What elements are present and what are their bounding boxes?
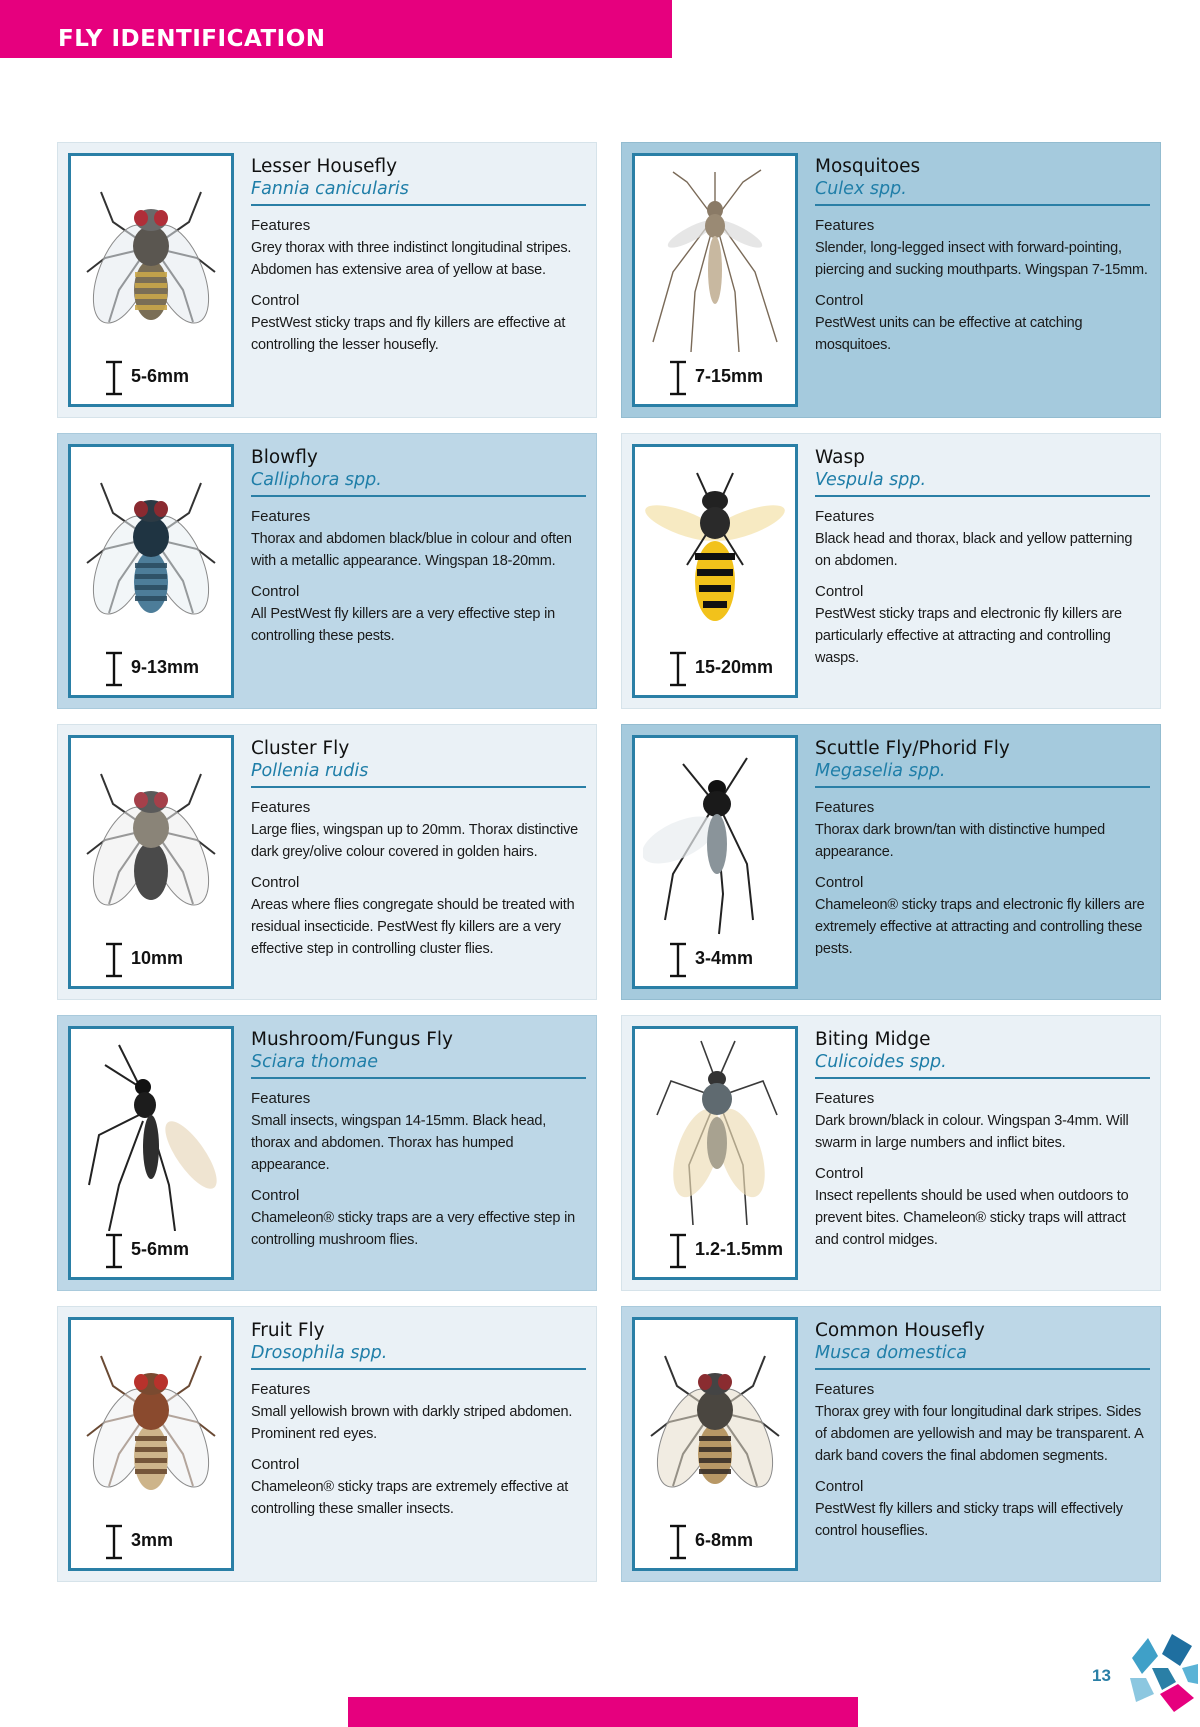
species-name: Scuttle Fly/Phorid Fly xyxy=(815,738,1010,759)
fruit-fly-illustration xyxy=(79,1326,223,1522)
species-latin-name: Drosophila spp. xyxy=(251,1342,586,1370)
size-scale-icon xyxy=(669,358,687,398)
species-text xyxy=(815,1319,1150,1551)
size-scale-icon xyxy=(669,1231,687,1271)
species-image-frame xyxy=(632,444,798,698)
species-text xyxy=(251,155,586,365)
size-scale-icon xyxy=(669,1522,687,1562)
footer-bar xyxy=(348,1697,858,1727)
size-label: 15-20mm xyxy=(695,657,774,677)
features-text: Thorax grey with four longitudinal dark stripes. Sides of abdomen are yellowish and may be transparent. A dark band covers the final abdomen segments. xyxy=(815,1404,1143,1464)
species-card xyxy=(57,433,597,709)
control-text: Chameleon® sticky traps are a very effective step in controlling mushroom flies. xyxy=(251,1210,575,1248)
size-scale-icon xyxy=(105,358,123,398)
control-heading: Control xyxy=(251,1456,300,1473)
features-heading: Features xyxy=(815,1381,875,1398)
control-text: PestWest sticky traps and fly killers are effective at controlling the lesser housefly. xyxy=(251,315,566,353)
species-name: Biting Midge xyxy=(815,1029,931,1050)
species-text xyxy=(815,1028,1150,1260)
species-image-frame xyxy=(632,1026,798,1280)
species-card xyxy=(621,1015,1161,1291)
size-label: 7-15mm xyxy=(695,366,764,386)
species-latin-name: Fannia canicularis xyxy=(251,178,586,206)
species-name: Lesser Housefly xyxy=(251,156,398,177)
species-text xyxy=(815,446,1150,678)
control-heading: Control xyxy=(815,583,864,600)
size-scale-icon xyxy=(105,649,123,689)
species-latin-name: Pollenia rudis xyxy=(251,760,586,788)
control-heading: Control xyxy=(815,874,864,891)
scuttle-fly-illustration xyxy=(643,744,787,940)
size-label: 3mm xyxy=(131,1530,174,1550)
size-scale-icon xyxy=(105,1522,123,1562)
features-text: Grey thorax with three indistinct longitudinal stripes. Abdomen has extensive area of yellow at base. xyxy=(251,240,572,278)
size-label: 10mm xyxy=(131,948,184,968)
lesser-housefly-illustration xyxy=(79,162,223,358)
control-heading: Control xyxy=(815,1165,864,1182)
control-heading: Control xyxy=(251,874,300,891)
species-card xyxy=(57,724,597,1000)
species-name: Mushroom/Fungus Fly xyxy=(251,1029,453,1050)
size-label: 9-13mm xyxy=(131,657,200,677)
species-card xyxy=(621,1306,1161,1582)
species-image-frame xyxy=(68,153,234,407)
control-text: Insect repellents should be used when outdoors to prevent bites. Chameleon® sticky traps will attract and control midges. xyxy=(815,1188,1129,1248)
features-heading: Features xyxy=(251,1381,311,1398)
species-image-frame xyxy=(632,735,798,989)
size-label: 1.2-1.5mm xyxy=(695,1239,784,1259)
biting-midge-illustration xyxy=(643,1035,787,1231)
fungus-fly-illustration xyxy=(79,1035,223,1231)
species-name: Blowfly xyxy=(251,447,318,468)
species-name: Mosquitoes xyxy=(815,156,921,177)
features-text: Thorax and abdomen black/blue in colour and often with a metallic appearance. Wingspan 18-20mm. xyxy=(251,531,572,569)
species-card xyxy=(57,1015,597,1291)
size-label: 6-8mm xyxy=(695,1530,754,1550)
species-card xyxy=(621,724,1161,1000)
cluster-fly-illustration xyxy=(79,744,223,940)
mosquito-illustration xyxy=(643,162,787,358)
features-heading: Features xyxy=(251,1090,311,1107)
features-heading: Features xyxy=(815,799,875,816)
features-text: Black head and thorax, black and yellow patterning on abdomen. xyxy=(815,531,1133,569)
features-text: Slender, long-legged insect with forward-pointing, piercing and sucking mouthparts. Wingspan 7-15mm. xyxy=(815,240,1148,278)
species-text xyxy=(815,737,1150,969)
features-text: Large flies, wingspan up to 20mm. Thorax distinctive dark grey/olive colour covered in golden hairs. xyxy=(251,822,579,860)
wasp-illustration xyxy=(643,453,787,649)
species-image-frame xyxy=(632,153,798,407)
species-image-frame xyxy=(68,444,234,698)
features-heading: Features xyxy=(815,1090,875,1107)
control-heading: Control xyxy=(251,583,300,600)
species-text xyxy=(815,155,1150,365)
species-latin-name: Culex spp. xyxy=(815,178,1150,206)
control-heading: Control xyxy=(815,1478,864,1495)
species-text xyxy=(251,1319,586,1529)
species-card xyxy=(621,433,1161,709)
features-heading: Features xyxy=(815,508,875,525)
species-card xyxy=(57,142,597,418)
species-text xyxy=(251,1028,586,1260)
features-text: Small insects, wingspan 14-15mm. Black head, thorax and abdomen. Thorax has humped appearance. xyxy=(251,1113,547,1173)
size-label: 5-6mm xyxy=(131,366,190,386)
brand-logo-icon xyxy=(1122,1628,1198,1718)
control-text: Chameleon® sticky traps and electronic fly killers are extremely effective at attracting and controlling these pests. xyxy=(815,897,1145,957)
control-text: Areas where flies congregate should be treated with residual insecticide. PestWest fly killers are a very effective step in controlling cluster flies. xyxy=(251,897,575,957)
species-image-frame xyxy=(68,735,234,989)
size-label: 5-6mm xyxy=(131,1239,190,1259)
species-name: Cluster Fly xyxy=(251,738,350,759)
control-text: All PestWest fly killers are a very effective step in controlling these pests. xyxy=(251,606,555,644)
control-heading: Control xyxy=(251,1187,300,1204)
features-text: Small yellowish brown with darkly striped abdomen. Prominent red eyes. xyxy=(251,1404,573,1442)
control-text: PestWest units can be effective at catching mosquitoes. xyxy=(815,315,1083,353)
common-housefly-illustration xyxy=(643,1326,787,1522)
species-latin-name: Musca domestica xyxy=(815,1342,1150,1370)
size-scale-icon xyxy=(669,649,687,689)
control-text: PestWest sticky traps and electronic fly killers are particularly effective at attracting and controlling wasps. xyxy=(815,606,1122,666)
species-latin-name: Culicoides spp. xyxy=(815,1051,1150,1079)
features-text: Thorax dark brown/tan with distinctive humped appearance. xyxy=(815,822,1106,860)
species-image-frame xyxy=(68,1317,234,1571)
page-title: FLY IDENTIFICATION xyxy=(58,26,326,52)
size-scale-icon xyxy=(105,1231,123,1271)
features-heading: Features xyxy=(251,799,311,816)
size-scale-icon xyxy=(669,940,687,980)
species-text xyxy=(251,446,586,656)
control-heading: Control xyxy=(815,292,864,309)
features-text: Dark brown/black in colour. Wingspan 3-4mm. Will swarm in large numbers and inflict bites. xyxy=(815,1113,1129,1151)
size-scale-icon xyxy=(105,940,123,980)
species-image-frame xyxy=(632,1317,798,1571)
species-latin-name: Megaselia spp. xyxy=(815,760,1150,788)
species-name: Wasp xyxy=(815,447,865,468)
species-image-frame xyxy=(68,1026,234,1280)
species-latin-name: Vespula spp. xyxy=(815,469,1150,497)
control-text: PestWest fly killers and sticky traps will effectively control houseflies. xyxy=(815,1501,1123,1539)
species-card xyxy=(57,1306,597,1582)
control-heading: Control xyxy=(251,292,300,309)
features-heading: Features xyxy=(815,217,875,234)
species-text xyxy=(251,737,586,969)
page-number: 13 xyxy=(1092,1666,1111,1685)
blowfly-illustration xyxy=(79,453,223,649)
species-name: Common Housefly xyxy=(815,1320,985,1341)
control-text: Chameleon® sticky traps are extremely effective at controlling these smaller insects. xyxy=(251,1479,569,1517)
species-latin-name: Calliphora spp. xyxy=(251,469,586,497)
size-label: 3-4mm xyxy=(695,948,754,968)
features-heading: Features xyxy=(251,508,311,525)
species-name: Fruit Fly xyxy=(251,1320,325,1341)
species-latin-name: Sciara thomae xyxy=(251,1051,586,1079)
features-heading: Features xyxy=(251,217,311,234)
species-card xyxy=(621,142,1161,418)
